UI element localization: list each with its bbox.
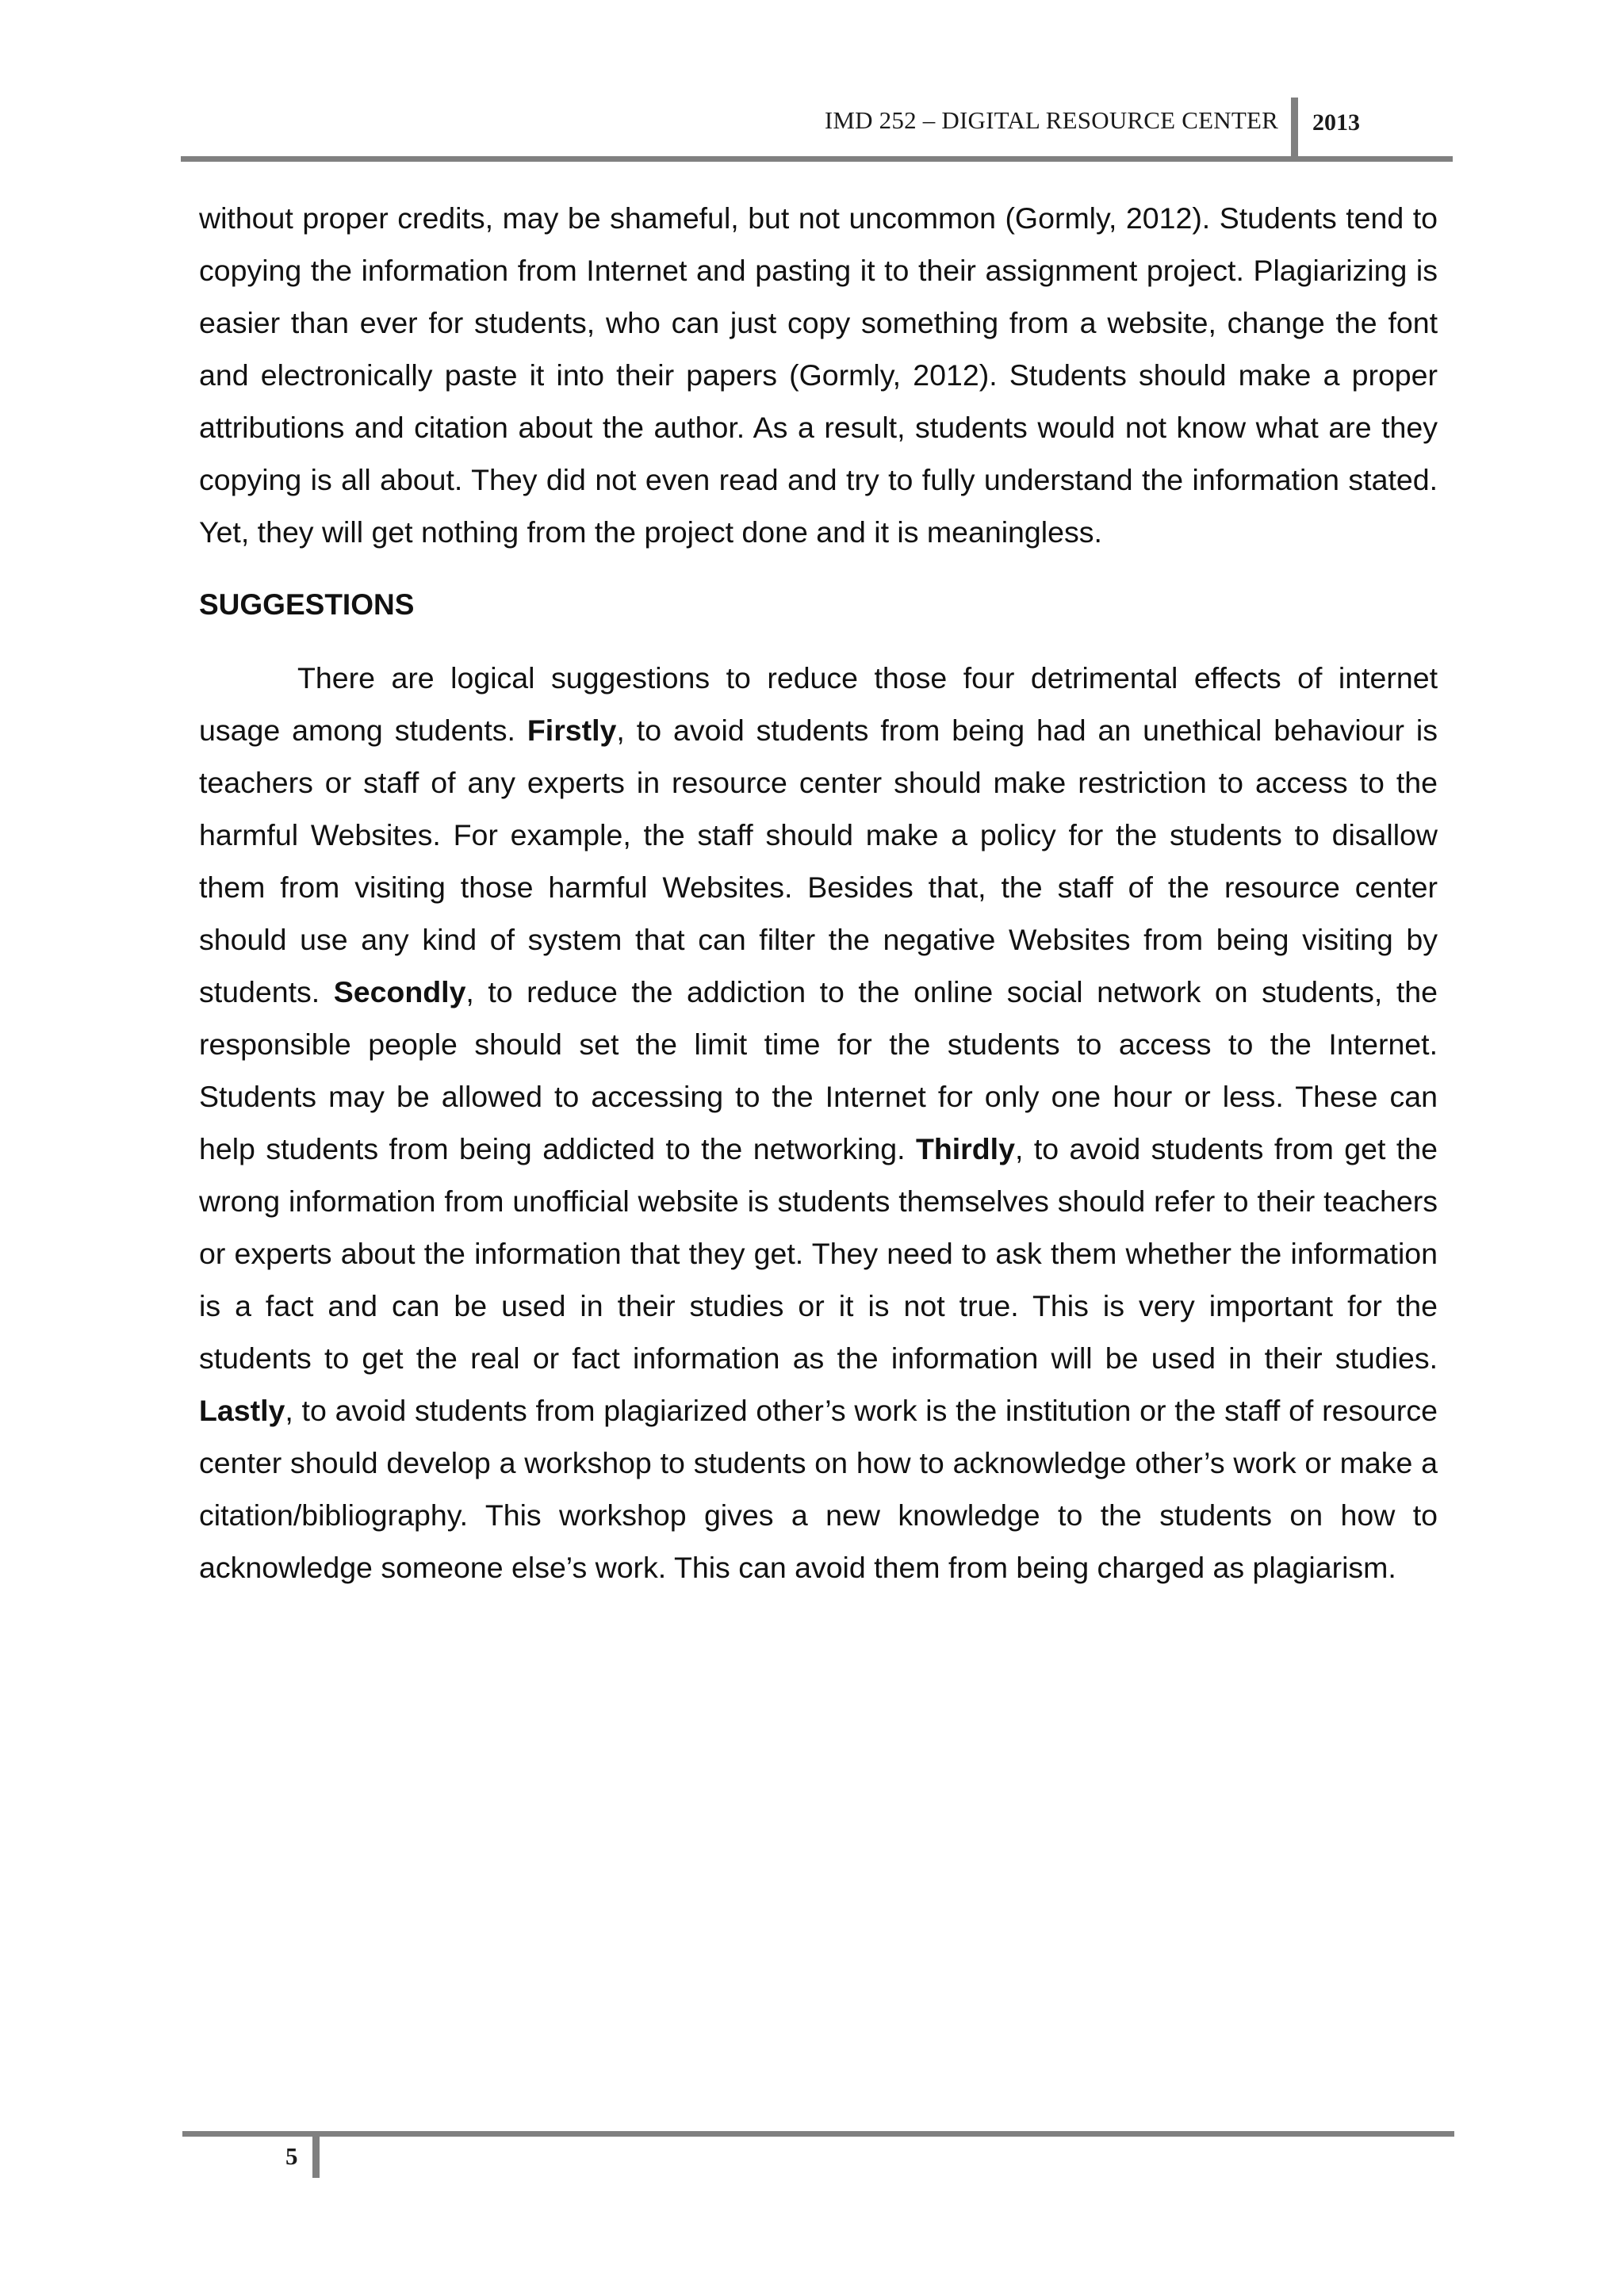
secondly-label: Secondly [333, 975, 466, 1008]
header-year: 2013 [1312, 109, 1360, 136]
page-content [199, 192, 1438, 1594]
secondly-text: , to reduce the addiction to the online social network on students, the responsible people should set the limit time for the students to access to the Internet. Students may be allowed to accessing to the Internet for only one hour or less. These can help students from being addicted to the networking. [199, 975, 1438, 1165]
page-number: 5 [285, 2142, 298, 2170]
firstly-label: Firstly [527, 714, 617, 747]
page-footer [182, 2131, 1454, 2187]
header-separator [1291, 98, 1298, 160]
suggestions-intro: There are logical suggestions to reduce those four detrimental effects of internet usage among students. [199, 661, 1438, 747]
footer-rule [182, 2131, 1454, 2137]
section-heading: SUGGESTIONS [199, 588, 415, 621]
header-title: IMD 252 – DIGITAL RESOURCE CENTER [824, 106, 1278, 134]
thirdly-text: , to avoid students from get the wrong information from unofficial website is students themselves should refer to their teachers or experts about the information that they get. They need to ask them whether the information is a fact and can be used in their studies or it is not true. This is very important for the students to get the real or fact information as the information will be used in their studies. [199, 1132, 1438, 1375]
footer-separator [312, 2137, 320, 2178]
thirdly-label: Thirdly [915, 1132, 1015, 1165]
page-header [181, 94, 1453, 162]
suggestions-paragraph [199, 652, 1438, 1594]
lastly-label: Lastly [199, 1394, 285, 1427]
lastly-text: , to avoid students from plagiarized other’s work is the institution or the staff of resource center should develop a workshop to students on how to acknowledge other’s work or make a citation/bibliography. This workshop gives a new knowledge to the students on how to acknowledge someone else’s work. This can avoid them from being charged as plagiarism. [199, 1394, 1438, 1584]
firstly-text: , to avoid students from being had an unethical behaviour is teachers or staff of any experts in resource center should make restriction to access to the harmful Websites. For example, the staff should make a policy for the students to disallow them from visiting those harmful Websites. Besides that, the staff of the resource center should use any kind of system that can filter the negative Websites from being visiting by students. [199, 714, 1438, 1008]
header-rule [181, 156, 1453, 162]
body-paragraph: without proper credits, may be shameful, but not uncommon (Gormly, 2012). Students tend to copying the information from Internet and pasting it to their assignment project. Plagiarizing is easier than ever for students, who can just copy something from a website, change the font and electronically paste it into their papers (Gormly, 2012). Students should make a proper attributions and citation about the author. As a result, students would not know what are they copying is all about. They did not even read and try to fully understand the information stated. Yet, they will get nothing from the project done and it is meaningless. [199, 201, 1438, 549]
